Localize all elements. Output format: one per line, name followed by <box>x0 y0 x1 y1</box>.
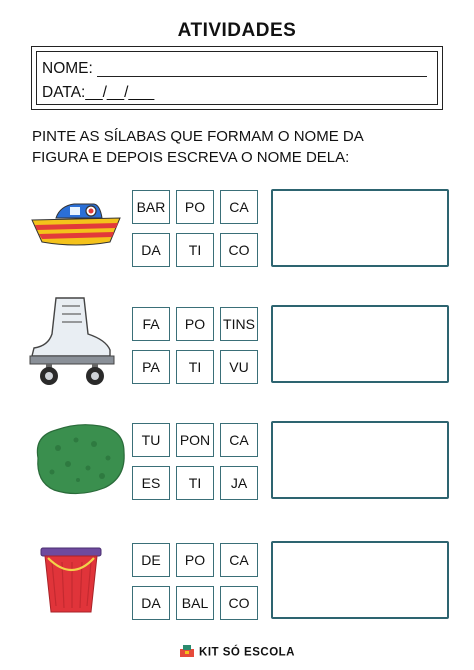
name-label: NOME: <box>42 60 93 77</box>
syllable-box[interactable]: CA <box>220 423 258 457</box>
syllable-box[interactable]: CO <box>220 586 258 620</box>
syllable-box[interactable]: VU <box>220 350 258 384</box>
footer-brand <box>0 644 474 661</box>
footer-brand-text: KIT SÓ ESCOLA <box>199 646 295 659</box>
answer-box-3[interactable] <box>271 421 449 499</box>
syllable-box[interactable]: CA <box>220 543 258 577</box>
syllable-box[interactable]: PO <box>176 307 214 341</box>
syllable-box[interactable]: JA <box>220 466 258 500</box>
bucket-icon <box>38 542 104 621</box>
syllable-box[interactable]: TI <box>176 233 214 267</box>
syllable-box[interactable]: TI <box>176 350 214 384</box>
syllable-box[interactable]: DA <box>132 586 170 620</box>
instruction-text <box>32 126 452 168</box>
roller-skate-icon <box>26 294 118 393</box>
answer-box-1[interactable] <box>271 189 449 267</box>
syllable-box[interactable]: TU <box>132 423 170 457</box>
answer-box-4[interactable] <box>271 541 449 619</box>
syllable-box[interactable]: CA <box>220 190 258 224</box>
boat-icon <box>26 198 126 258</box>
sponge-icon <box>28 418 128 505</box>
date-label: DATA:__/__/___ <box>42 84 155 101</box>
kit-logo-icon <box>179 644 195 661</box>
syllable-box[interactable]: PON <box>176 423 214 457</box>
syllable-box[interactable]: CO <box>220 233 258 267</box>
syllable-box[interactable]: ES <box>132 466 170 500</box>
page-title: ATIVIDADES <box>177 20 297 41</box>
instruction-line-2: FIGURA E DEPOIS ESCREVA O NOME DELA: <box>32 149 350 166</box>
answer-box-2[interactable] <box>271 305 449 383</box>
syllable-box[interactable]: PO <box>176 190 214 224</box>
instruction-line-1: PINTE AS SÍLABAS QUE FORMAM O NOME DA <box>32 128 364 145</box>
syllable-box[interactable]: DE <box>132 543 170 577</box>
syllable-box[interactable]: PO <box>176 543 214 577</box>
syllable-box[interactable]: FA <box>132 307 170 341</box>
syllable-box[interactable]: PA <box>132 350 170 384</box>
syllable-box[interactable]: DA <box>132 233 170 267</box>
syllable-box[interactable]: TINS <box>220 307 258 341</box>
name-line <box>97 76 427 77</box>
syllable-box[interactable]: BAL <box>176 586 214 620</box>
syllable-box[interactable]: BAR <box>132 190 170 224</box>
syllable-box[interactable]: TI <box>176 466 214 500</box>
